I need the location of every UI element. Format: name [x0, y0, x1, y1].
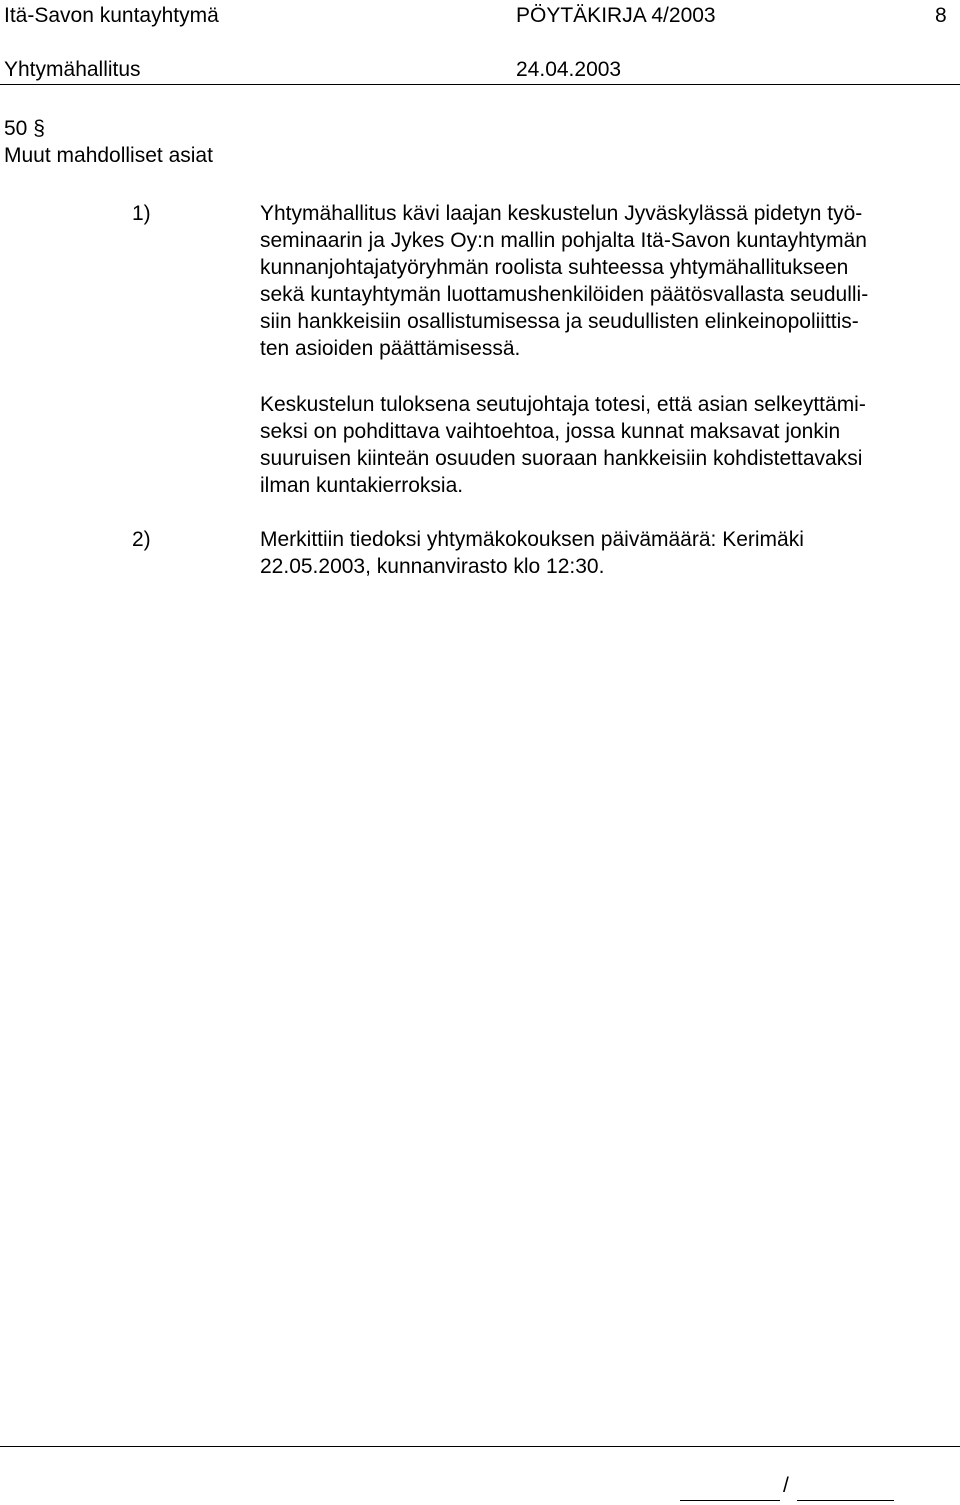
- meeting-date: 24.04.2003: [516, 58, 622, 81]
- text-line: seksi on pohdittava vaihtoehtoa, jossa kunnat maksavat jonkin: [260, 420, 841, 443]
- text-line: kunnanjohtajatyöryhmän roolista suhteessa yhtymähallitukseen: [260, 256, 849, 279]
- section-symbol: §: [33, 117, 45, 140]
- signature-separator: /: [783, 1474, 789, 1497]
- text-line: ten asioiden päättämisessä.: [260, 337, 521, 360]
- document-title: PÖYTÄKIRJA 4/2003: [516, 4, 716, 27]
- section-title: Muut mahdolliset asiat: [4, 144, 213, 167]
- header-rule: [0, 84, 960, 85]
- text-line: ilman kuntakierroksia.: [260, 474, 464, 497]
- text-line: suuruisen kiinteän osuuden suoraan hankkeisiin kohdistettavaksi: [260, 447, 863, 470]
- section-heading-number: [4, 117, 45, 141]
- organization-name: Itä-Savon kuntayhtymä: [4, 4, 219, 27]
- item-number: 2): [132, 528, 151, 551]
- text-line: seminaarin ja Jykes Oy:n mallin pohjalta Itä-Savon kuntayhtymän: [260, 229, 867, 252]
- item-number: 1): [132, 202, 151, 225]
- text-line: Keskustelun tuloksena seutujohtaja totesi, että asian selkeyttämi-: [260, 393, 866, 416]
- footer-rule: [0, 1446, 960, 1447]
- text-line: Merkittiin tiedoksi yhtymäkokouksen päivämäärä: Kerimäki: [260, 528, 804, 551]
- text-line: siin hankkeisiin osallistumisessa ja seudullisten elinkeinopoliittis-: [260, 310, 859, 333]
- governing-body: Yhtymähallitus: [4, 58, 141, 81]
- page-number: 8: [935, 4, 947, 27]
- signature-line-left: [680, 1500, 780, 1501]
- signature-line-right: [797, 1500, 894, 1501]
- text-line: Yhtymähallitus kävi laajan keskustelun Jyväskylässä pidetyn työ-: [260, 202, 863, 225]
- text-line: 22.05.2003, kunnanvirasto klo 12:30.: [260, 555, 605, 578]
- text-line: sekä kuntayhtymän luottamushenkilöiden päätösvallasta seudulli-: [260, 283, 869, 306]
- section-number: 50: [4, 117, 28, 140]
